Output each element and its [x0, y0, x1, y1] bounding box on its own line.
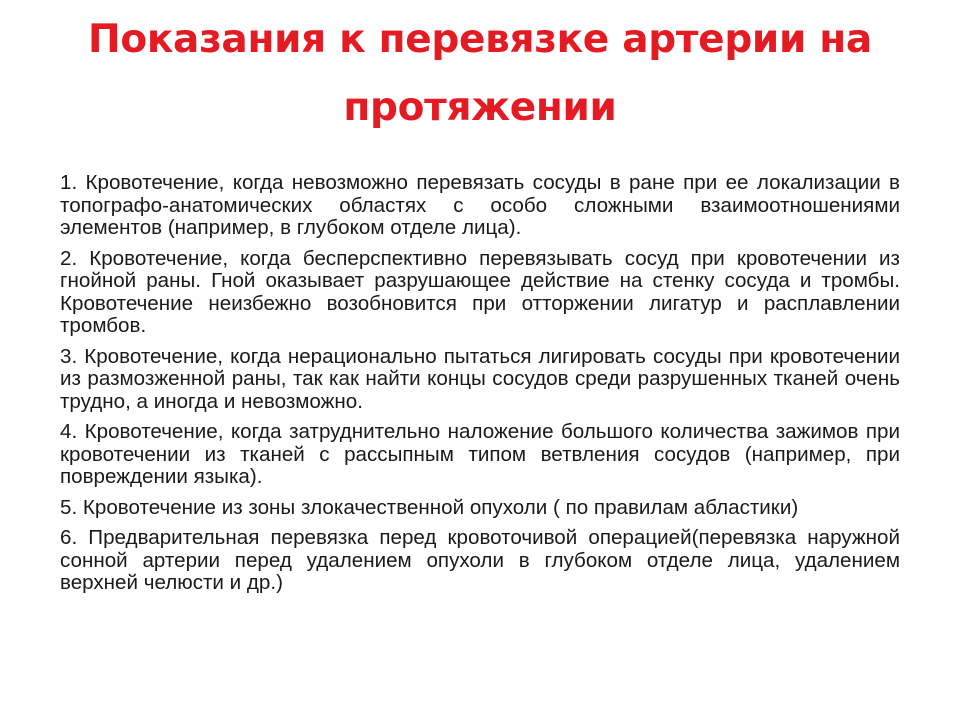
list-item-5: 5. Кровотечение из зоны злокачественной опухоли ( по правилам абластики): [60, 495, 799, 519]
list-item-3: 3. Кровотечение, когда нерационально пытаться лигировать сосуды при кровотечении из размозженной раны, так как найти концы сосудов среди разрушенных тканей очень трудно, а иногда и невозможно.: [60, 344, 900, 413]
list-item-4: 4. Кровотечение, когда затруднительно наложение большого количества зажимов при кровотечении из тканей с рассыпным типом ветвления сосудов (например, при повреждении языка).: [60, 420, 900, 488]
slide-title: Показания к перевязке артерии на протяжении: [88, 17, 872, 130]
list-item-6: 6. Предварительная перевязка перед кровоточивой операцией(перевязка наружной сонной артерии перед удалением опухоли в глубоком отделе лица, удалением верхней челюсти и др.): [60, 526, 900, 594]
slide-body: [60, 172, 900, 603]
list-item-1: 1. Кровотечение, когда невозможно перевязать сосуды в ране при ее локализации в топографо-анатомических областях с особо сложными взаимоотношениями элементов (например, в глубоком отделе лица).: [60, 171, 900, 239]
list-item-2: 2. Кровотечение, когда бесперспективно перевязывать сосуд при кровотечении из гнойной раны. Гной оказывает разрушающее действие на стенку сосуда и тромбы. Кровотечение неизбежно возобновится при отторжении лигатур и расплавлении тромбов.: [60, 246, 900, 337]
